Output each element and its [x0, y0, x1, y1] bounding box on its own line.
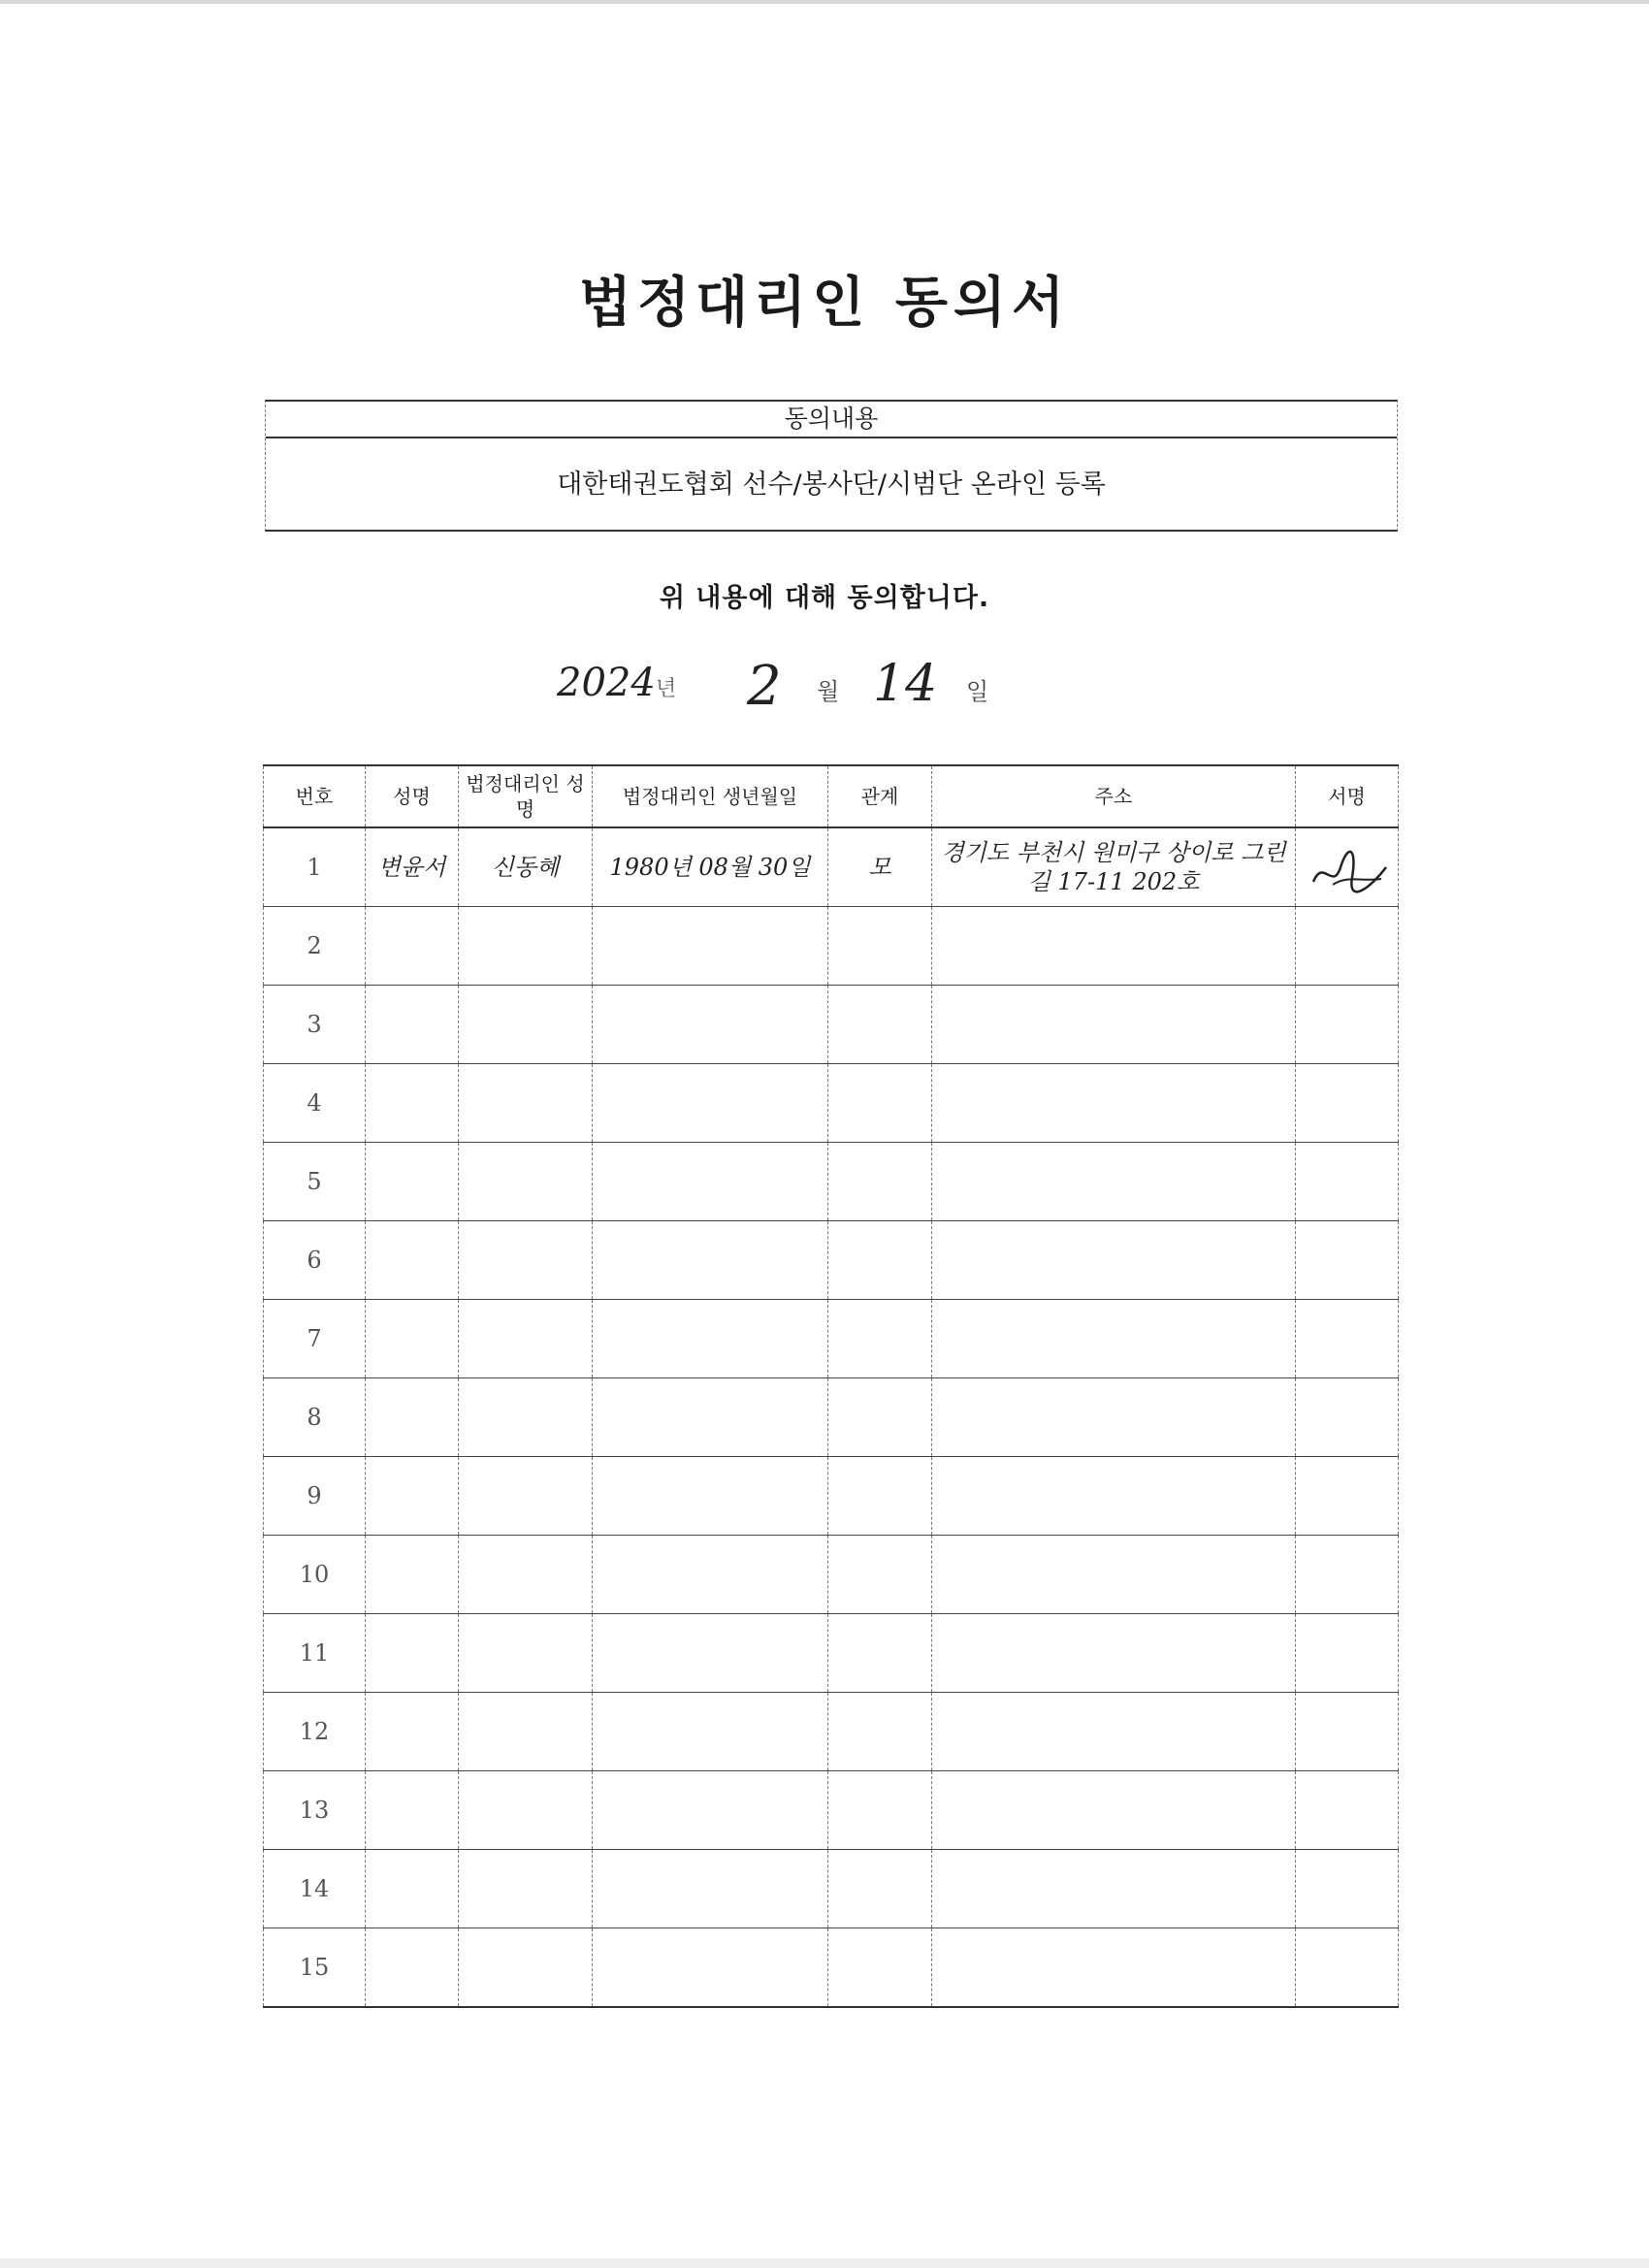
table-row [264, 907, 1399, 986]
date-day-unit: 일 [966, 678, 989, 705]
cell-guardian-name [459, 1300, 593, 1378]
cell-name [366, 1850, 459, 1928]
cell-name [366, 907, 459, 986]
cell-name [366, 1693, 459, 1771]
cell-signature [1296, 827, 1399, 907]
cell-guardian-name [459, 1693, 593, 1771]
header-number: 번호 [264, 765, 366, 827]
consent-statement: 위 내용에 대해 동의합니다. [659, 583, 990, 613]
table-row [264, 1928, 1399, 2008]
cell-signature [1296, 986, 1399, 1064]
cell-guardian-birth [593, 986, 828, 1064]
cell-address [932, 1536, 1296, 1614]
cell-address [932, 907, 1296, 986]
cell-address [932, 1378, 1296, 1457]
cell-guardian-birth [593, 1614, 828, 1693]
date-year-unit: 년 [656, 677, 677, 701]
table-body [264, 827, 1399, 2007]
cell-relation [828, 1143, 932, 1221]
cell-guardian-birth [593, 1771, 828, 1850]
date-year: 2024 [557, 661, 656, 705]
cell-relation [828, 1300, 932, 1378]
cell-guardian-name [459, 907, 593, 986]
guardian-roster-table [263, 764, 1399, 2008]
cell-address [932, 1850, 1296, 1928]
table-row [264, 1850, 1399, 1928]
cell-address [932, 1928, 1296, 2008]
table-row [264, 1221, 1399, 1300]
cell-name [366, 1536, 459, 1614]
cell-name [366, 1143, 459, 1221]
table-row [264, 1771, 1399, 1850]
cell-relation [828, 1378, 932, 1457]
table-row [264, 986, 1399, 1064]
header-guardian-name: 법정대리인 성명 [459, 765, 593, 827]
cell-number: 3 [264, 986, 366, 1064]
cell-guardian-name [459, 1928, 593, 2008]
table-row [264, 1064, 1399, 1143]
cell-number: 15 [264, 1928, 366, 2008]
header-signature: 서명 [1296, 765, 1399, 827]
cell-address [932, 1771, 1296, 1850]
cell-guardian-name [459, 1614, 593, 1693]
cell-name [366, 1614, 459, 1693]
cell-guardian-name [459, 1064, 593, 1143]
cell-name [366, 1221, 459, 1300]
cell-number: 8 [264, 1378, 366, 1457]
cell-address [932, 986, 1296, 1064]
cell-relation [828, 986, 932, 1064]
header-guardian-birth: 법정대리인 생년월일 [593, 765, 828, 827]
cell-number: 9 [264, 1457, 366, 1536]
cell-signature [1296, 1693, 1399, 1771]
cell-guardian-birth [593, 1536, 828, 1614]
document-title: 법정대리인 동의서 [578, 272, 1071, 335]
cell-relation [828, 1221, 932, 1300]
cell-number: 11 [264, 1614, 366, 1693]
cell-relation [828, 1928, 932, 2008]
cell-signature [1296, 1300, 1399, 1378]
cell-relation [828, 1064, 932, 1143]
cell-guardian-birth: 1980년 08월 30일 [593, 827, 828, 907]
cell-guardian-birth [593, 907, 828, 986]
header-address: 주소 [932, 765, 1296, 827]
table-row [264, 1536, 1399, 1614]
cell-name [366, 1928, 459, 2008]
cell-name: 변윤서 [366, 827, 459, 907]
consent-text: 대한태권도협회 선수/봉사단/시범단 온라인 등록 [557, 470, 1106, 500]
table-row [264, 1457, 1399, 1536]
cell-name [366, 1771, 459, 1850]
cell-guardian-name [459, 1378, 593, 1457]
cell-guardian-birth [593, 1143, 828, 1221]
cell-guardian-birth [593, 1064, 828, 1143]
handwritten-signature [1304, 838, 1391, 896]
cell-name [366, 1064, 459, 1143]
cell-number: 14 [264, 1850, 366, 1928]
header-relation: 관계 [828, 765, 932, 827]
cell-signature [1296, 1064, 1399, 1143]
table-row [264, 1378, 1399, 1457]
cell-guardian-name [459, 986, 593, 1064]
cell-name [366, 1378, 459, 1457]
cell-guardian-name: 신동혜 [459, 827, 593, 907]
cell-signature [1296, 1378, 1399, 1457]
cell-relation [828, 1457, 932, 1536]
consent-box [265, 400, 1398, 532]
cell-number: 7 [264, 1300, 366, 1378]
cell-guardian-birth [593, 1850, 828, 1928]
cell-signature [1296, 1614, 1399, 1693]
cell-address [932, 1300, 1296, 1378]
cell-guardian-birth [593, 1928, 828, 2008]
cell-number: 5 [264, 1143, 366, 1221]
cell-signature [1296, 1143, 1399, 1221]
cell-relation [828, 1850, 932, 1928]
cell-number: 6 [264, 1221, 366, 1300]
cell-signature [1296, 1928, 1399, 2008]
cell-guardian-birth [593, 1221, 828, 1300]
scan-top-edge [0, 0, 1649, 4]
cell-relation: 모 [828, 827, 932, 907]
date-line [543, 655, 1125, 732]
cell-address [932, 1221, 1296, 1300]
cell-relation [828, 1771, 932, 1850]
cell-relation [828, 907, 932, 986]
cell-number: 10 [264, 1536, 366, 1614]
date-month-unit: 월 [817, 678, 840, 705]
cell-address [932, 1457, 1296, 1536]
cell-guardian-birth [593, 1693, 828, 1771]
cell-name [366, 986, 459, 1064]
cell-number: 1 [264, 827, 366, 907]
consent-header: 동의내용 [266, 402, 1397, 438]
cell-guardian-birth [593, 1300, 828, 1378]
cell-address: 경기도 부천시 원미구 상이로 그린길 17-11 202호 [932, 827, 1296, 907]
cell-guardian-birth [593, 1457, 828, 1536]
table-row [264, 1143, 1399, 1221]
cell-signature [1296, 1850, 1399, 1928]
cell-name [366, 1457, 459, 1536]
cell-signature [1296, 907, 1399, 986]
cell-guardian-name [459, 1457, 593, 1536]
cell-name [366, 1300, 459, 1378]
cell-address [932, 1064, 1296, 1143]
cell-number: 4 [264, 1064, 366, 1143]
cell-address [932, 1614, 1296, 1693]
cell-number: 2 [264, 907, 366, 986]
cell-address [932, 1143, 1296, 1221]
header-name: 성명 [366, 765, 459, 827]
cell-guardian-name [459, 1221, 593, 1300]
cell-signature [1296, 1457, 1399, 1536]
cell-guardian-name [459, 1536, 593, 1614]
date-day: 14 [873, 655, 938, 713]
cell-guardian-name [459, 1143, 593, 1221]
cell-address [932, 1693, 1296, 1771]
cell-relation [828, 1614, 932, 1693]
cell-guardian-name [459, 1771, 593, 1850]
cell-number: 13 [264, 1771, 366, 1850]
table-row [264, 1693, 1399, 1771]
cell-relation [828, 1693, 932, 1771]
cell-relation [828, 1536, 932, 1614]
scan-bottom-edge [0, 2258, 1649, 2268]
date-month: 2 [747, 655, 782, 718]
table-row [264, 1614, 1399, 1693]
cell-signature [1296, 1221, 1399, 1300]
cell-signature [1296, 1771, 1399, 1850]
cell-guardian-name [459, 1850, 593, 1928]
table-row [264, 827, 1399, 907]
cell-number: 12 [264, 1693, 366, 1771]
cell-guardian-birth [593, 1378, 828, 1457]
cell-signature [1296, 1536, 1399, 1614]
table-row [264, 1300, 1399, 1378]
table-header-row [264, 765, 1399, 827]
